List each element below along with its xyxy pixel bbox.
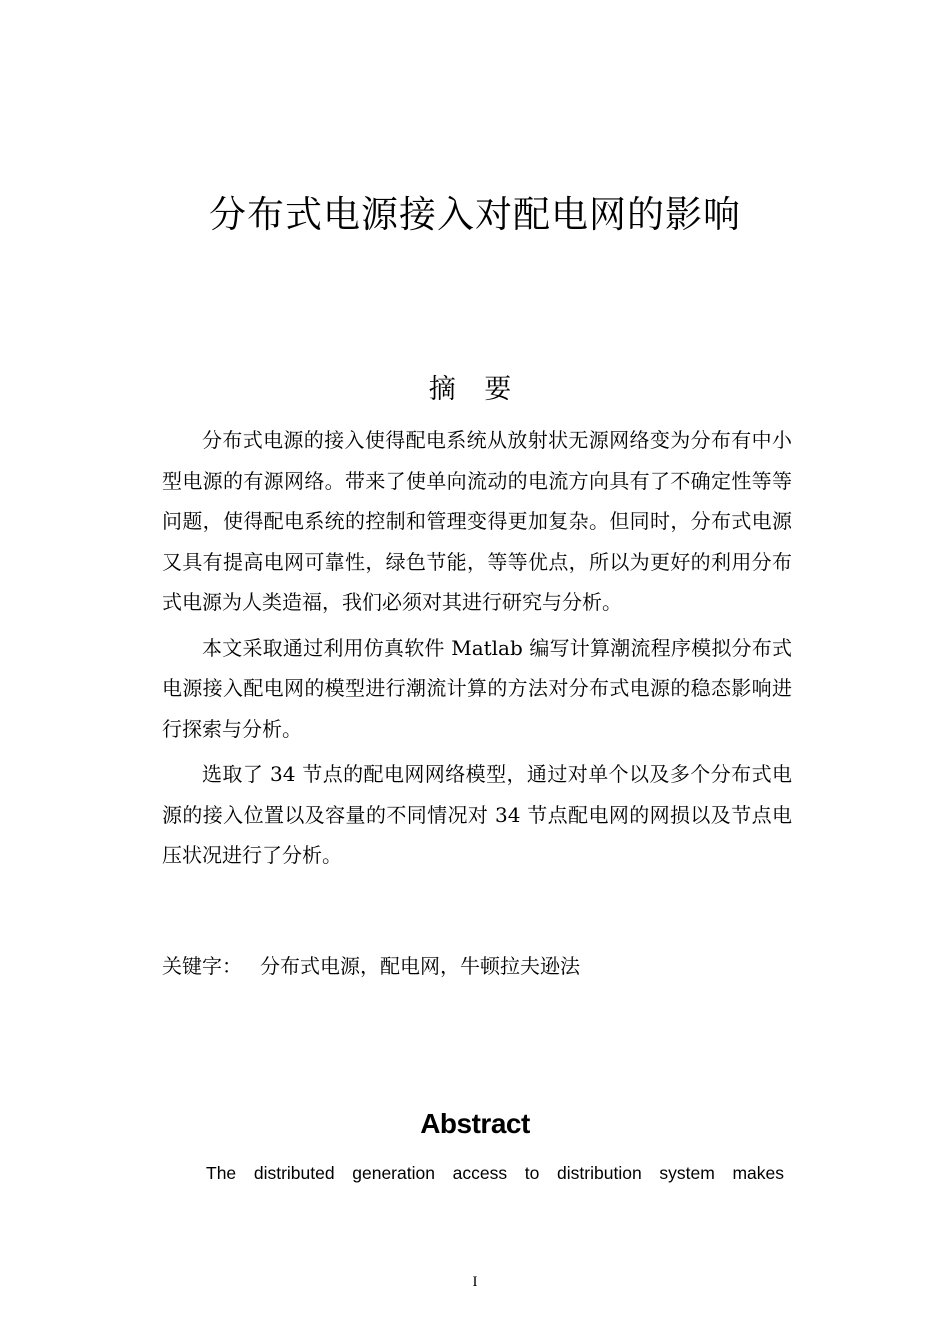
keywords-value: 分布式电源，配电网，牛顿拉夫逊法 [260,954,580,978]
english-abstract-first-line: The distributed generation access to distribution system makes [206,1163,784,1183]
abstract-paragraph-3: 选取了 34 节点的配电网网络模型，通过对单个以及多个分布式电源的接入位置以及容量的不同情况对 34 节点配电网的网损以及节点电压状况进行了分析。 [162,762,792,867]
english-abstract-heading: Abstract [420,1108,530,1139]
page-number: I [472,1274,478,1290]
chinese-abstract-heading: 摘 要 [428,374,522,405]
paper-title: 分布式电源接入对配电网的影响 [209,193,741,236]
abstract-paragraph-1: 分布式电源的接入使得配电系统从放射状无源网络变为分布有中小型电源的有源网络。带来了使单向流动的电流方向具有了不确定性等等问题，使得配电系统的控制和管理变得更加复杂。但同时，分布式电源又具有提高电网可靠性，绿色节能，等等优点，所以为更好的利用分布式电源为人类造福，我们必须对其进行研究与分析。 [162,428,792,614]
abstract-paragraph-2: 本文采取通过利用仿真软件 Matlab 编写计算潮流程序模拟分布式电源接入配电网的模型进行潮流计算的方法对分布式电源的稳态影响进行探索与分析。 [162,635,792,741]
chinese-abstract-body [162,420,792,876]
keywords-line [162,946,580,986]
keywords-label: 关键字： [162,954,242,978]
